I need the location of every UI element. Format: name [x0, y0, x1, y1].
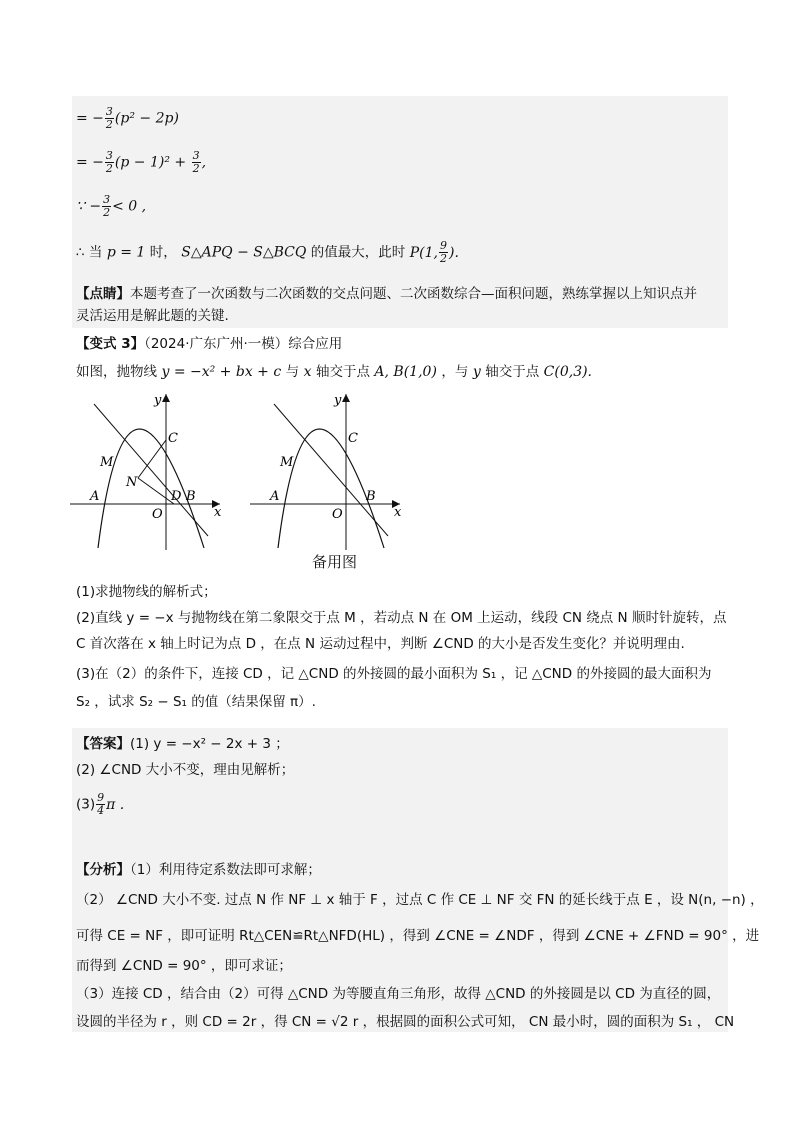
label-M: M	[280, 455, 294, 470]
solution-line-4: ∴ 当 p = 1 时， S△APQ − S△BCQ 的值最大，此时 P(1, $\frac{9}{2}$ ).	[76, 239, 459, 265]
label-y: y	[334, 393, 342, 408]
label-N: N	[126, 475, 138, 490]
label-C: C	[168, 431, 178, 446]
analysis-line-6: 设圆的半径为 r ，则 CD = 2r ，得 CN = √2 r ，根据圆的面积公式可知， CN 最小时，圆的面积为 S₁ ， CN	[76, 1014, 735, 1030]
label-O: O	[332, 507, 343, 522]
parabola-figure	[70, 390, 470, 570]
figure-caption: 备用图	[312, 553, 358, 571]
question-1: (1)求抛物线的解析式；	[76, 584, 217, 600]
variant-header: 【变式 3】（2024·广东广州·一模）综合应用	[76, 336, 343, 352]
label-M: M	[100, 455, 114, 470]
label-A: A	[270, 489, 280, 504]
label-C: C	[348, 431, 358, 446]
analysis-line-1: 【分析】（1）利用待定系数法即可求解；	[76, 862, 321, 878]
label-x: x	[214, 505, 222, 520]
y-axis-arrow	[162, 394, 170, 402]
line-y-neg-x	[94, 404, 208, 536]
analysis-line-4: 而得到 ∠CND = 90° ，即可求证；	[76, 958, 292, 974]
question-2-line-2: C 首次落在 x 轴上时记为点 D ，在点 N 运动过程中，判断 ∠CND 的大小是否发生变化？并说明理由.	[76, 636, 685, 652]
answer-line-3: (3) $\frac{9}{4}$ π .	[76, 791, 125, 817]
label-B: B	[186, 489, 196, 504]
line-y-neg-x	[274, 404, 388, 536]
label-O: O	[152, 507, 163, 522]
answer-line-2: (2) ∠CND 大小不变，理由见解析；	[76, 762, 295, 778]
segment-CN	[138, 440, 166, 478]
y-axis-arrow	[342, 394, 350, 402]
analysis-line-3: 可得 CE = NF ，即可证明 Rt△CEN≌Rt△NFD(HL) ，得到 ∠CNE = ∠NDF ，得到 ∠CNE + ∠FND = 90° ，进	[76, 928, 760, 944]
label-A: A	[90, 489, 100, 504]
question-2-line-1: (2)直线 y = −x 与抛物线在第二象限交于点 M ，若动点 N 在 OM 上运动，线段 CN 绕点 N 顺时针旋转，点	[76, 610, 727, 626]
label-D: D	[171, 489, 182, 504]
main-figure	[70, 393, 222, 550]
answer-line-1: 【答案】(1) y = −x² − 2x + 3 ；	[76, 736, 289, 752]
question-3-line-1: (3)在（2）的条件下，连接 CD ，记 △CND 的外接圆的最小面积为 S₁ ，记 △CND 的外接圆的最大面积为	[76, 666, 712, 682]
dianjing-line-1: 【点睛】本题考查了一次函数与二次函数的交点问题、二次函数综合—面积问题，熟练掌握以上知识点并	[76, 286, 697, 302]
label-y: y	[154, 393, 162, 408]
question-3-line-2: S₂ ，试求 S₂ − S₁ 的值（结果保留 π）.	[76, 694, 316, 710]
analysis-line-2: （2） ∠CND 大小不变. 过点 N 作 NF ⊥ x 轴于 F ，过点 C 作 CE ⊥ NF 交 FN 的延长线于点 E ，设 N(n, −n) ，	[76, 892, 764, 908]
label-B: B	[366, 489, 376, 504]
analysis-line-5: （3）连接 CD ，结合由（2）可得 △CND 为等腰直角三角形，故得 △CND 的外接圆是以 CD 为直径的圆，	[76, 986, 721, 1002]
solution-line-2: = − $\frac{3}{2}$ (p − 1)² + $\frac{3}{2}$ ,	[76, 149, 207, 175]
variant-intro: 如图，抛物线 y = −x² + bx + c 与 x 轴交于点 A, B(1,0) ，与 y 轴交于点 C(0,3).	[76, 364, 593, 380]
dianjing-line-2: 灵活运用是解此题的关键.	[76, 308, 229, 324]
solution-line-1: = − $\frac{3}{2}$ (p² − 2p)	[76, 105, 179, 131]
label-x: x	[394, 505, 402, 520]
solution-line-3: ∵ − $\frac{3}{2}$ < 0 ,	[76, 193, 147, 219]
backup-figure	[250, 393, 402, 550]
